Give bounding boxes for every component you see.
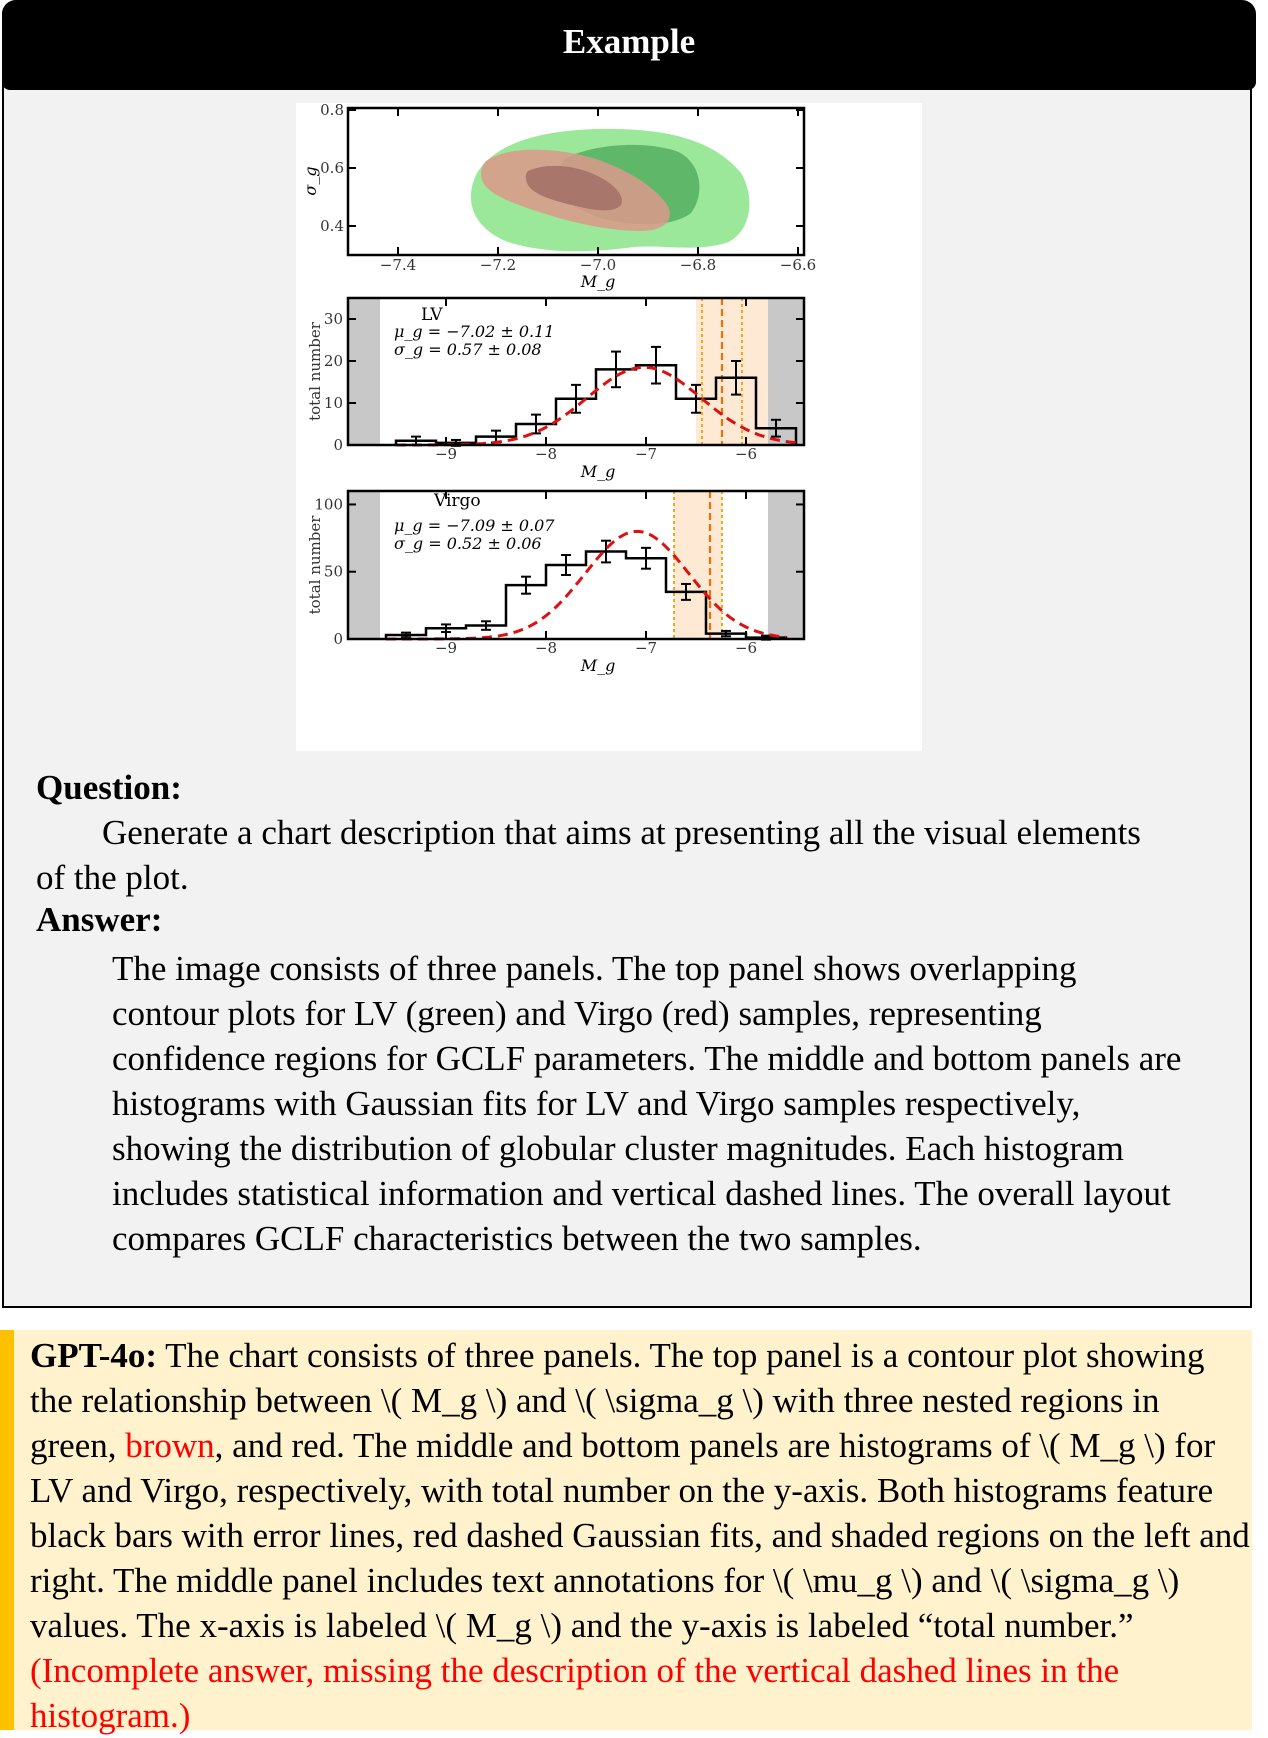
hist-x-tick-label: −9 [434, 639, 458, 657]
virgo-orange-band [674, 491, 722, 639]
lv-panel [306, 298, 804, 481]
model-text-b: , and red. The middle and bottom panels are histograms of \( M_g \) for LV and Virgo, respectively, with total number on the y-axis. Both histograms feature black bars with error lines, red dashed Gaussian fits, and shaded regions on the left and right. The middle panel includes text annotations for \( \mu_g \) and \( \sigma_g \) values. The x-axis is labeled \( M_g \) and the y-axis is labeled “total number.” [30, 1426, 1250, 1645]
lv-right-shade [768, 298, 804, 445]
contour-x-tick-label: −6.8 [679, 256, 717, 274]
hist-y-tick-label: 0 [333, 630, 343, 648]
answer-text: The image consists of three panels. The top panel shows overlapping contour plots for LV (green) and Virgo (red) samples, representing confidence regions for GCLF parameters. The middle and bottom panels are histograms with Gaussian fits for LV and Virgo samples respectively, showing the distribution of globular cluster magnitudes. Each histogram includes statistical information and vertical dashed lines. The overall layout compares GCLF characteristics between the two samples. [112, 949, 1182, 1258]
contour-y-tick-label: 0.8 [320, 103, 344, 119]
contour-x-tick-label: −6.6 [779, 256, 817, 274]
hist-ylabel: total number [306, 515, 324, 615]
lv-left-shade [348, 298, 380, 445]
contour-x-tick-label: −7.4 [379, 256, 417, 274]
hist-xlabel: M_g [580, 462, 616, 481]
hist-x-tick-label: −9 [434, 445, 458, 463]
card-header [2, 0, 1256, 90]
model-critique: (Incomplete answer, missing the description of the vertical dashed lines in the histogram.) [30, 1651, 1120, 1735]
figure [296, 103, 922, 751]
virgo-histogram [386, 541, 786, 640]
hist-x-tick-label: −8 [534, 445, 558, 463]
contour-ylabel: σ_g [301, 166, 320, 196]
contour-y-tick-label: 0.6 [320, 159, 344, 177]
hist-y-tick-label: 20 [323, 352, 343, 370]
hist-y-tick-label: 30 [323, 310, 343, 328]
hist-ylabel: total number [306, 322, 324, 421]
model-response-text [30, 1333, 1250, 1738]
virgo-right-shade [768, 491, 804, 639]
model-text-a: The chart consists of three panels. The top panel is a contour plot showing the relationship between \( M_g \) and \( \sigma_g \) with three nested regions in green, [30, 1336, 1205, 1465]
answer-label: Answer: [36, 900, 163, 939]
hist-y-tick-label: 10 [323, 394, 343, 412]
hist-x-tick-label: −6 [734, 639, 758, 657]
lv-sigma-text: σ_g = 0.57 ± 0.08 [394, 340, 542, 359]
model-label: GPT-4o: [30, 1336, 158, 1375]
hist-xlabel: M_g [580, 656, 616, 675]
figure-svg [296, 103, 922, 751]
hist-y-tick-label: 50 [323, 562, 343, 581]
model-highlight: brown [125, 1426, 215, 1465]
hist-x-tick-label: −7 [634, 445, 658, 463]
question-label: Question: [36, 768, 182, 807]
hist-x-tick-label: −8 [534, 639, 558, 657]
contour-x-tick-label: −7.2 [479, 256, 517, 274]
hist-y-tick-label: 100 [314, 495, 343, 514]
virgo-sigma-text: σ_g = 0.52 ± 0.06 [394, 534, 542, 553]
virgo-label: Virgo [434, 491, 481, 511]
virgo-axis [306, 491, 804, 675]
contour-panel [301, 103, 816, 291]
contour-y-tick-label: 0.4 [320, 217, 344, 235]
hist-x-tick-label: −6 [734, 445, 758, 463]
virgo-mu-text: μ_g = −7.09 ± 0.07 [394, 516, 555, 535]
question-body: Generate a chart description that aims at presenting all the visual elements of the plot. [36, 813, 1141, 897]
virgo-left-shade [348, 491, 380, 639]
lv-mu-text: μ_g = −7.02 ± 0.11 [394, 322, 555, 341]
virgo-panel [306, 491, 804, 675]
lv-label: LV [421, 305, 443, 325]
card-title: Example [562, 22, 696, 61]
hist-x-tick-label: −7 [634, 639, 658, 657]
contour-x-tick-label: −7.0 [579, 256, 617, 274]
question-text [36, 810, 1176, 900]
hist-y-tick-label: 0 [333, 436, 343, 454]
contour-xlabel: M_g [580, 272, 616, 291]
